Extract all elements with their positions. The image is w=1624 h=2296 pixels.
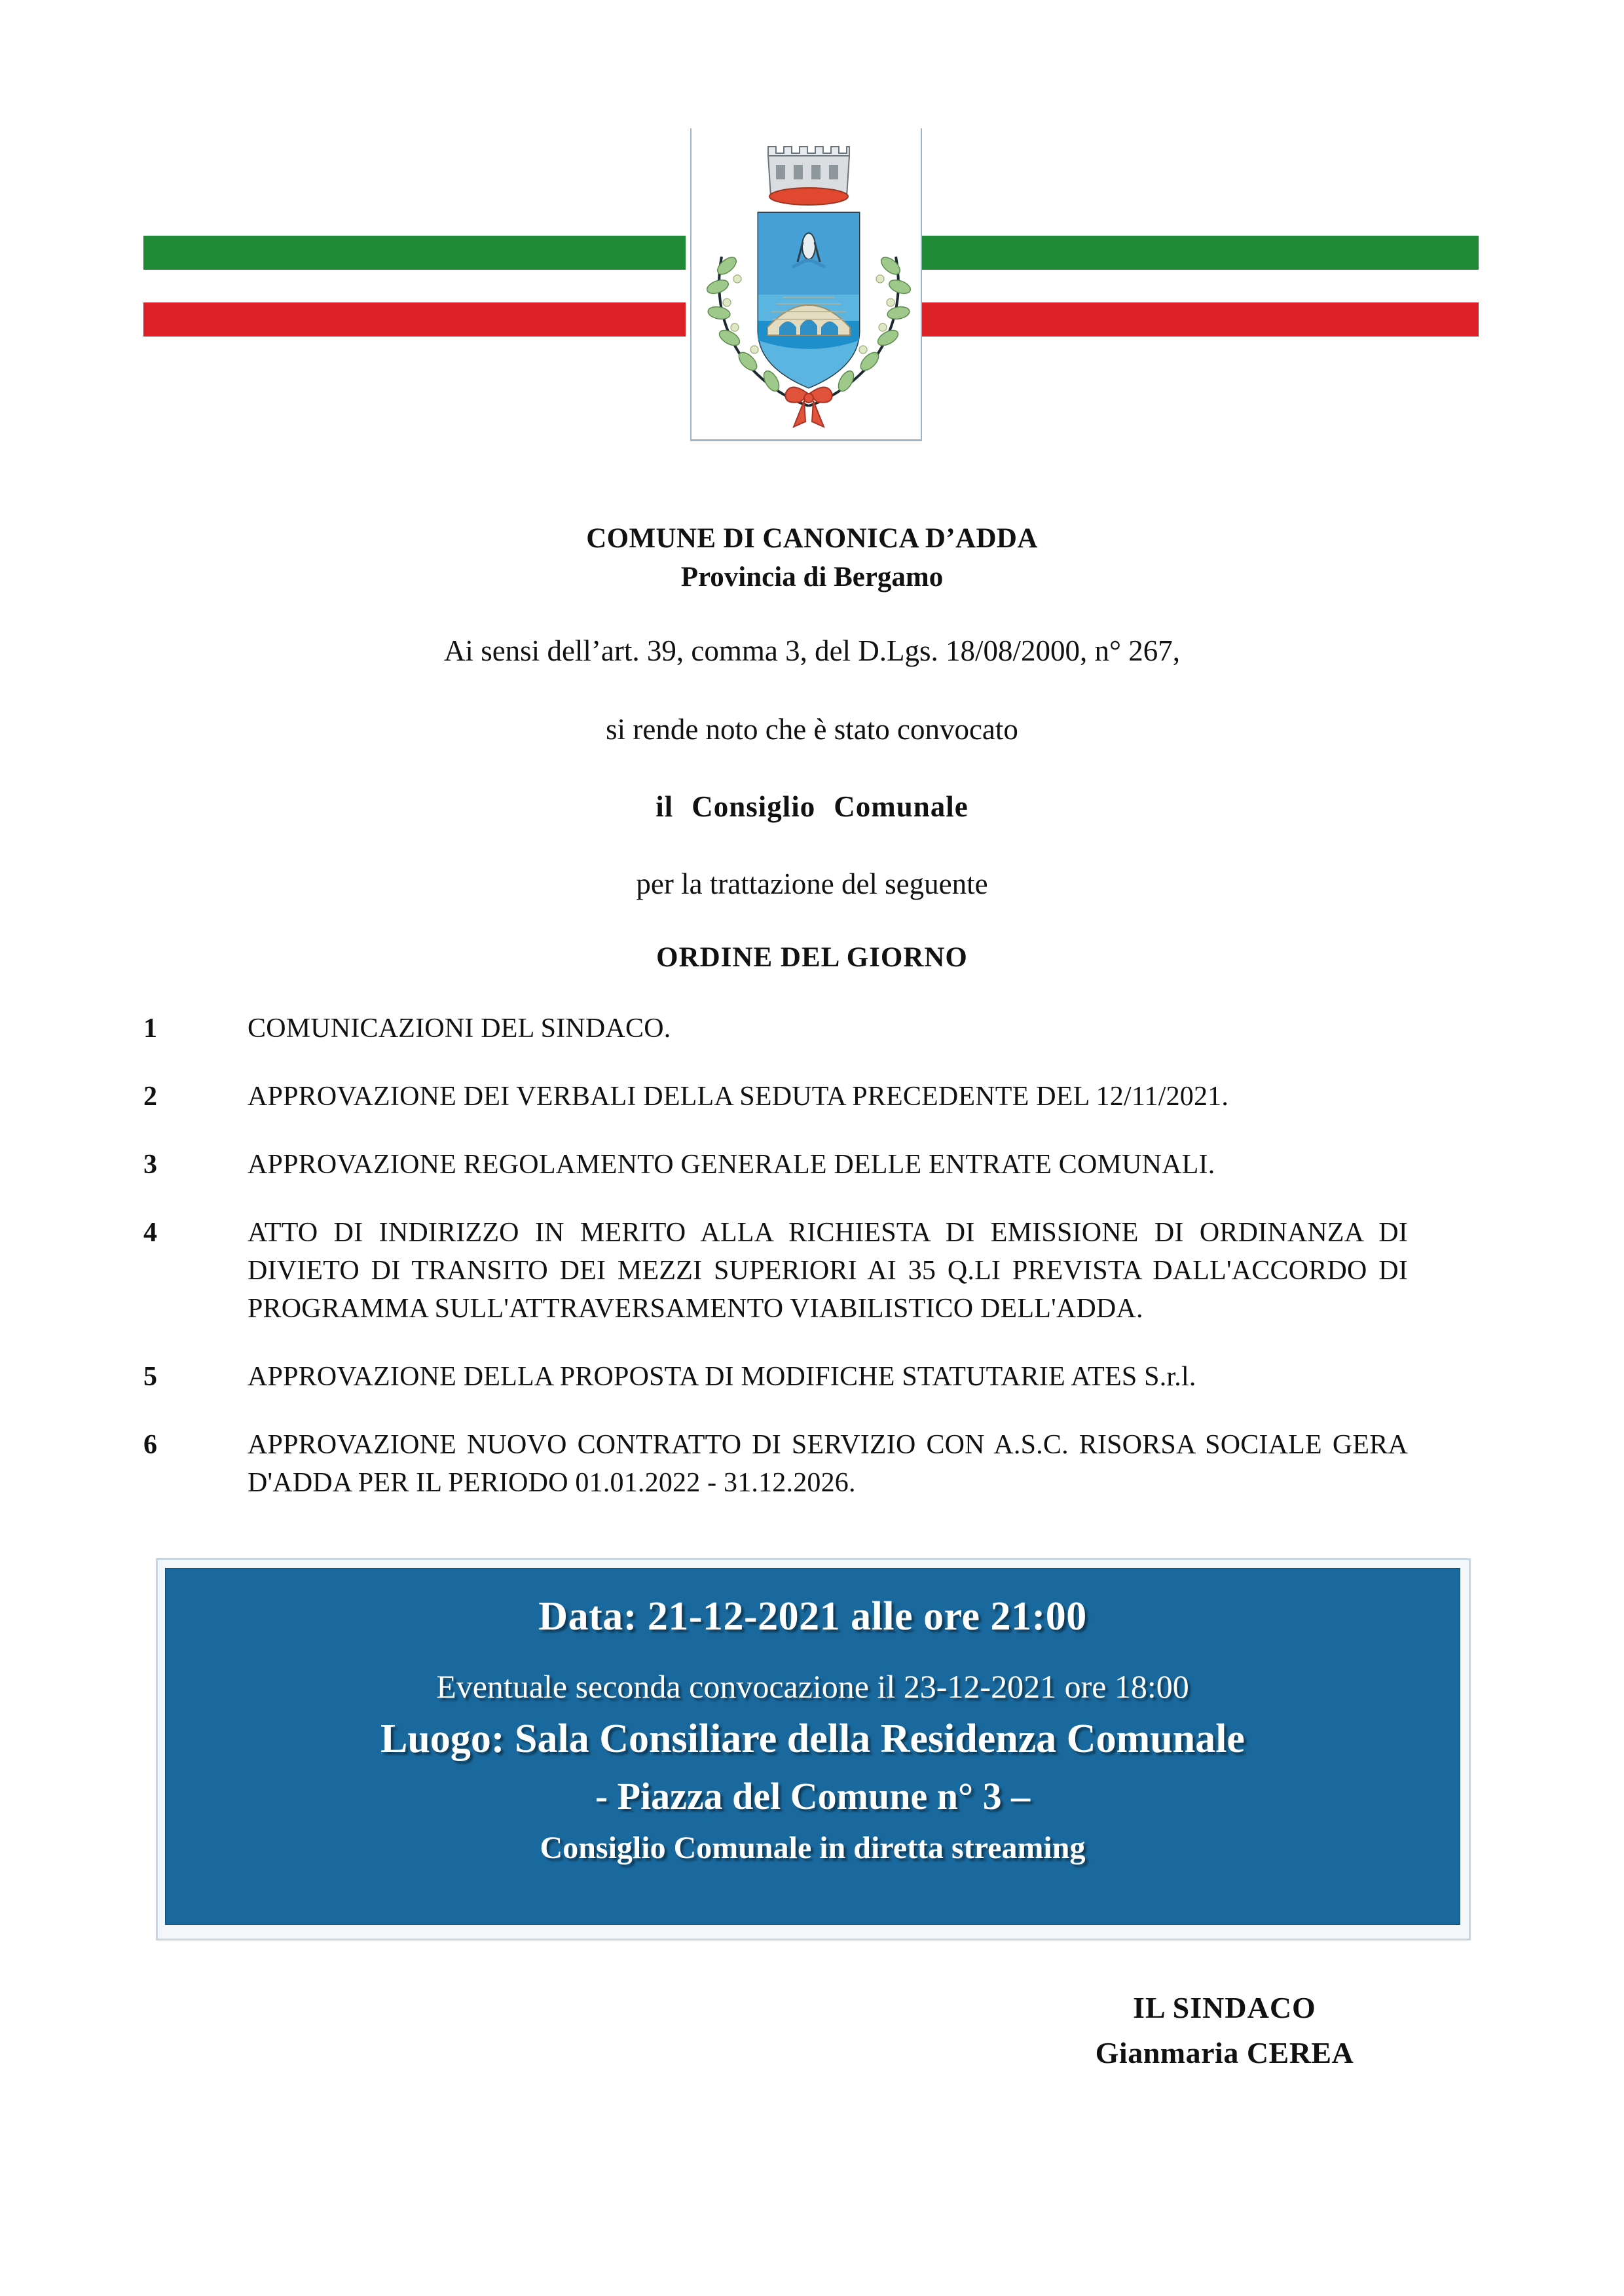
council-convocation-line <box>0 790 1624 824</box>
agenda-item-number: 2 <box>143 1081 157 1112</box>
signature-block <box>995 1990 1454 2070</box>
agenda-item <box>0 1427 1624 1503</box>
agenda-item <box>0 1214 1624 1328</box>
council-word-il: il <box>655 790 674 823</box>
coat-of-arms-icon <box>681 131 936 439</box>
banner-streaming-line: Consiglio Comunale in diretta streaming <box>540 1831 1086 1865</box>
council-word-consiglio: Consiglio <box>692 790 816 823</box>
agenda-item-text: APPROVAZIONE DELLA PROPOSTA DI MODIFICHE STATUTARIE ATES S.r.l. <box>248 1361 1196 1392</box>
agenda-item-number: 1 <box>143 1013 157 1044</box>
agenda-item-text: APPROVAZIONE REGOLAMENTO GENERALE DELLE ENTRATE COMUNALI. <box>248 1149 1215 1180</box>
banner-inner <box>165 1568 1460 1925</box>
agenda-item-text: APPROVAZIONE DEI VERBALI DELLA SEDUTA PRECEDENTE DEL 12/11/2021. <box>248 1081 1229 1112</box>
agenda-item <box>0 1078 1624 1116</box>
document-header <box>0 0 1624 458</box>
banner-place-line: Luogo: Sala Consiliare della Residenza Comunale <box>380 1717 1245 1761</box>
agenda-item-number: 4 <box>143 1217 157 1248</box>
agenda-item-text: COMUNICAZIONI DEL SINDACO. <box>248 1013 671 1044</box>
council-word-comunale: Comunale <box>834 790 969 823</box>
agenda-item-text: ATTO DI INDIRIZZO IN MERITO ALLA RICHIESTA DI EMISSIONE DI ORDINANZA DI DIVIETO DI TRANSITO DEI MEZZI SUPERIORI AI 35 Q.LI PREVISTA DALL'ACCORDO DI PROGRAMMA SULL'ATTRAVERSAMENTO VIABILISTICO DELL'ADDA. <box>248 1217 1408 1324</box>
legal-reference-line: Ai sensi dell’art. 39, comma 3, del D.Lgs. 18/08/2000, n° 267, <box>443 634 1181 667</box>
subject-line: per la trattazione del seguente <box>636 867 988 900</box>
banner-date-line: Data: 21-12-2021 alle ore 21:00 <box>538 1594 1087 1639</box>
tricolore-left-green-bar <box>143 236 686 270</box>
agenda-item-text: APPROVAZIONE NUOVO CONTRATTO DI SERVIZIO CON A.S.C. RISORSA SOCIALE GERA D'ADDA PER IL PERIODO 01.01.2022 - 31.12.2026. <box>248 1429 1408 1498</box>
agenda-item-number: 3 <box>143 1149 157 1180</box>
agenda-item <box>0 1146 1624 1184</box>
agenda-item <box>0 1010 1624 1048</box>
provincia-subtitle: Provincia di Bergamo <box>680 562 944 592</box>
signature-name: Gianmaria CEREA <box>1095 2036 1354 2069</box>
agenda-item <box>0 1358 1624 1396</box>
agenda-list <box>0 1010 1624 1503</box>
tricolore-left-red-bar <box>143 302 686 337</box>
tricolore-right-green-bar <box>922 236 1479 270</box>
agenda-item-number: 6 <box>143 1429 157 1460</box>
document-body <box>0 498 1624 1533</box>
notice-line: si rende noto che è stato convocato <box>606 713 1018 746</box>
signature-role: IL SINDACO <box>1133 1991 1316 2024</box>
agenda-item-number: 5 <box>143 1361 157 1392</box>
comune-title: COMUNE DI CANONICA D’ADDA <box>586 523 1038 554</box>
meeting-details-banner <box>156 1558 1472 1942</box>
agenda-title: ORDINE DEL GIORNO <box>656 942 968 973</box>
banner-second-call-line: Eventuale seconda convocazione il 23-12-2021 ore 18:00 <box>436 1668 1189 1705</box>
banner-address-line: - Piazza del Comune n° 3 – <box>595 1775 1031 1817</box>
tricolore-right-red-bar <box>922 302 1479 337</box>
